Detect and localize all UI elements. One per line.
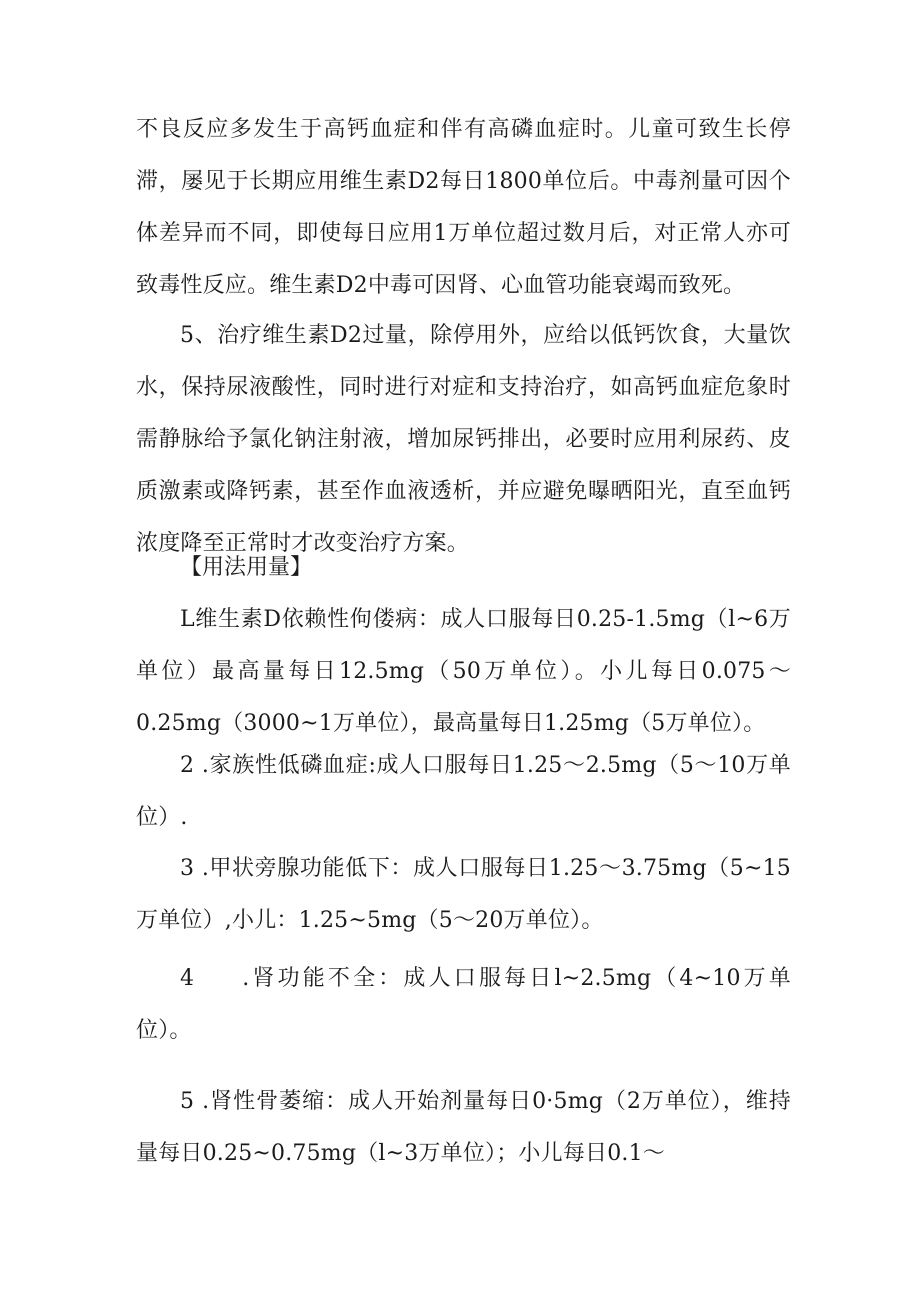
paragraph-dosage-hypophosphatemia: 2 .家族性低磷血症:成人口服每日1.25～2.5mg（5～10万单位）. xyxy=(136,753,791,830)
paragraph-dosage-rickets: L维生素D依赖性佝偻病：成人口服每日0.25-1.5mg（l~6万单位）最高量每日12.5mg（50万单位）。小儿每日0.075～0.25mg（3000~1万单位），最高量每日1.25mg（5万单位）。 xyxy=(136,607,791,736)
paragraph-overdose-treatment: 5、治疗维生素D2过量，除停用外，应给以低钙饮食，大量饮水，保持尿液酸性，同时进行对症和支持治疗，如高钙血症危象时需静脉给予氯化钠注射液，增加尿钙排出，必要时应用利尿药、皮质激素或降钙素，甚至作血液透析，并应避免曝晒阳光，直至血钙浓度降至正常时才改变治疗方案。 xyxy=(136,323,791,556)
item-number: 4 xyxy=(180,966,195,991)
paragraph-dosage-renal-insufficiency xyxy=(136,953,791,1057)
section-heading-usage-dosage: 【用法用量】 xyxy=(180,555,313,580)
item-text: .肾功能不全：成人口服每日l~2.5mg（4~10万单位）。 xyxy=(136,966,791,1043)
paragraph-dosage-hypoparathyroidism: 3 .甲状旁腺功能低下：成人口服每日1.25～3.75mg（5~15万单位）,小儿：1.25~5mg（5～20万单位）。 xyxy=(136,856,791,933)
paragraph-adverse-reactions: 不良反应多发生于高钙血症和伴有高磷血症时。儿童可致生长停滞，屡见于长期应用维生素D2每日1800单位后。中毒剂量可因个体差异而不同，即使每日应用1万单位超过数月后，对正常人亦可致毒性反应。维生素D2中毒可因肾、心血管功能衰竭而致死。 xyxy=(136,117,791,298)
paragraph-dosage-renal-osteodystrophy: 5 .肾性骨萎缩：成人开始剂量每日0·5mg（2万单位），维持量每日0.25~0.75mg（l~3万单位）；小儿每日0.1～ xyxy=(136,1089,791,1166)
